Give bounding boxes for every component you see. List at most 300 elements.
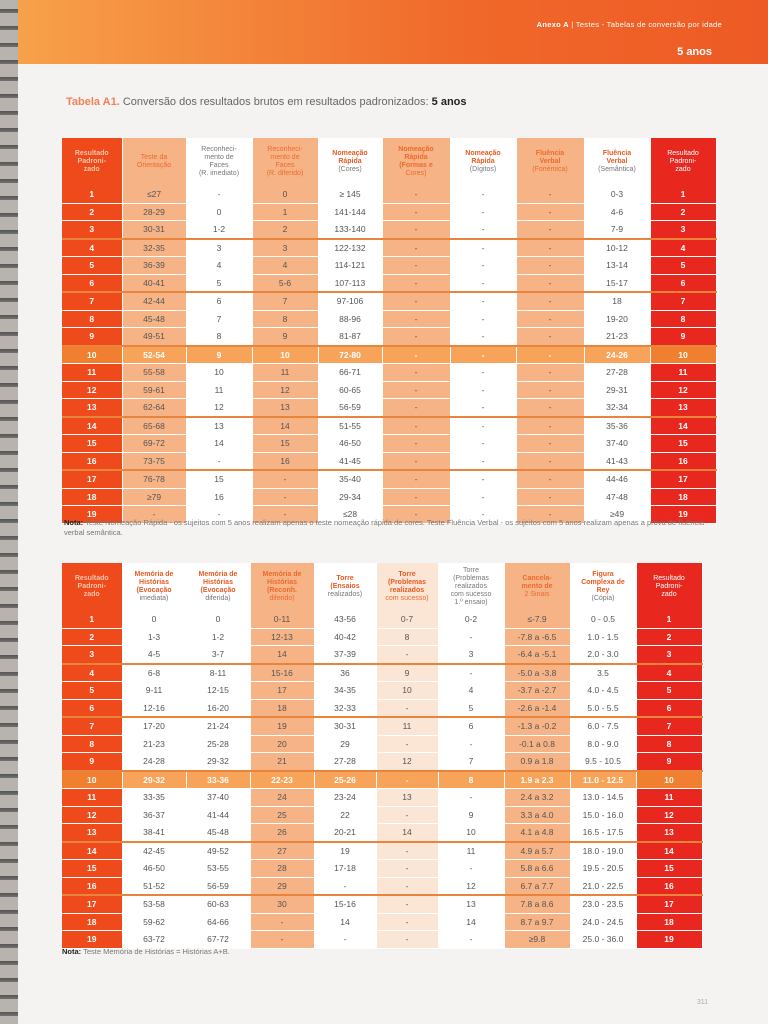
table1-header-5 <box>382 138 450 186</box>
table1-note-label: Nota: <box>64 518 84 527</box>
table-row <box>62 292 716 310</box>
table-cell: ≤28 <box>318 506 382 524</box>
table-row <box>62 274 716 292</box>
table-cell: 29-32 <box>122 771 186 789</box>
table-cell: 15 <box>186 470 252 488</box>
table-cell: 10 <box>376 682 438 700</box>
table-cell: 36-37 <box>122 806 186 824</box>
header-line: (Problemas <box>453 575 489 582</box>
table-row <box>62 628 702 646</box>
table-row <box>62 611 702 628</box>
table-cell: 17 <box>650 470 716 488</box>
header-line: Nomeação <box>398 146 434 153</box>
table-cell: -6.4 a -5.1 <box>504 646 570 664</box>
table-cell: - <box>186 452 252 470</box>
header-line: com sucesso <box>450 591 492 598</box>
table-cell: 18 <box>62 488 122 506</box>
table-cell: 49-52 <box>186 842 250 860</box>
table-row <box>62 860 702 878</box>
table-cell: 60-63 <box>186 895 250 913</box>
table-cell: 0-11 <box>250 611 314 628</box>
table-cell: 13 <box>186 417 252 435</box>
table-cell: 18 <box>62 913 122 931</box>
table-cell: 0 <box>186 611 250 628</box>
header-line: Teste da <box>140 154 168 161</box>
header-line: diferido) <box>269 595 295 602</box>
table-cell: 24.0 - 24.5 <box>570 913 636 931</box>
table-cell: 27 <box>250 842 314 860</box>
table-cell: 11 <box>186 381 252 399</box>
table-cell: 18 <box>650 488 716 506</box>
header-line: Verbal <box>539 158 561 165</box>
table-cell: 42-44 <box>122 292 186 310</box>
running-header <box>537 20 722 29</box>
table2-header-6 <box>438 563 504 611</box>
table-cell: 37-39 <box>314 646 376 664</box>
table-cell: - <box>450 381 516 399</box>
table-cell: - <box>376 913 438 931</box>
table-cell: 43-56 <box>314 611 376 628</box>
table-cell: - <box>450 452 516 470</box>
header-line: Histórias <box>267 579 297 586</box>
table-cell: 30-31 <box>122 221 186 239</box>
table-row <box>62 682 702 700</box>
table-cell: - <box>382 364 450 382</box>
table-cell: 8 <box>376 628 438 646</box>
table-cell: 4.9 a 5.7 <box>504 842 570 860</box>
table-cell: 0 - 0.5 <box>570 611 636 628</box>
table-cell: 53-55 <box>186 860 250 878</box>
table-cell: -5.0 a -3.8 <box>504 664 570 682</box>
header-line: mento de <box>204 154 234 161</box>
table-row <box>62 381 716 399</box>
table2-header-9 <box>636 563 702 611</box>
table-cell: 14 <box>314 913 376 931</box>
table-cell: 40-42 <box>314 628 376 646</box>
table-cell: 7-9 <box>584 221 650 239</box>
table-cell: 17 <box>62 470 122 488</box>
table-cell: 41-43 <box>584 452 650 470</box>
table-cell: -7.8 a -6.5 <box>504 628 570 646</box>
table-cell: 13 <box>252 399 318 417</box>
table-cell: 19 <box>650 506 716 524</box>
table-cell: 37-40 <box>186 789 250 807</box>
table-cell: 64-66 <box>186 913 250 931</box>
table-cell: - <box>516 346 584 364</box>
table-cell: - <box>376 931 438 949</box>
table-cell: 16-20 <box>186 699 250 717</box>
header-line: Nomeação <box>332 150 368 157</box>
table-cell: - <box>122 506 186 524</box>
table-cell: 55-58 <box>122 364 186 382</box>
table-cell: 66-71 <box>318 364 382 382</box>
table2-header-8 <box>570 563 636 611</box>
table-cell: - <box>382 506 450 524</box>
header-line: Cores) <box>405 170 427 177</box>
header-line: Complexa de <box>581 579 625 586</box>
table-cell: 7 <box>62 717 122 735</box>
table-cell: 17-18 <box>314 860 376 878</box>
table-cell: 10 <box>636 771 702 789</box>
header-line: (Evocação <box>136 587 172 594</box>
table-cell: 76-78 <box>122 470 186 488</box>
table-cell: - <box>382 488 450 506</box>
header-section: Anexo A <box>536 20 569 29</box>
table-cell: 33-36 <box>186 771 250 789</box>
table-cell: 2 <box>252 221 318 239</box>
table-row <box>62 931 702 949</box>
table-cell: - <box>382 328 450 346</box>
table-cell: 56-59 <box>318 399 382 417</box>
table-cell: 1.0 - 1.5 <box>570 628 636 646</box>
table-cell: 15 <box>62 435 122 453</box>
table-cell: - <box>516 292 584 310</box>
table-cell: 16 <box>636 877 702 895</box>
table-cell: 12 <box>650 381 716 399</box>
table-cell: - <box>516 328 584 346</box>
table-cell: 1-2 <box>186 628 250 646</box>
table-cell: 4 <box>636 664 702 682</box>
table-cell: 14 <box>636 842 702 860</box>
table-cell: ≥79 <box>122 488 186 506</box>
table-cell: 11 <box>636 789 702 807</box>
table-cell: 11.0 - 12.5 <box>570 771 636 789</box>
table-cell: 6 <box>186 292 252 310</box>
header-line: (Ensaios <box>330 583 360 590</box>
table-cell: 7 <box>438 753 504 771</box>
table-cell: - <box>382 310 450 328</box>
header-line: realizados) <box>327 591 363 598</box>
table-cell: 28-29 <box>122 203 186 221</box>
table-cell: 1-2 <box>186 221 252 239</box>
table-cell: 8 <box>438 771 504 789</box>
table-cell: 9 <box>62 753 122 771</box>
table-cell: 7.8 a 8.6 <box>504 895 570 913</box>
header-line: Resultado <box>653 575 685 582</box>
table1-note-text: Teste Nomeação Rápida - os sujeitos com 5 anos realizam apenas o teste nomeação rápida de cores. Teste Fluência Verbal - os sujeitos com 5 anos realizam apenas a prova de fluência verbal semântica. <box>64 518 705 537</box>
table-cell: - <box>516 239 584 257</box>
table-cell: 72-80 <box>318 346 382 364</box>
table-row <box>62 753 702 771</box>
table-cell: 14 <box>186 435 252 453</box>
table-cell: - <box>382 399 450 417</box>
table-cell: 12-15 <box>186 682 250 700</box>
table-row <box>62 895 702 913</box>
table-cell: - <box>382 470 450 488</box>
table-cell: 2 <box>62 203 122 221</box>
table-cell: 3 <box>186 239 252 257</box>
table-cell: 21 <box>250 753 314 771</box>
table-cell: - <box>376 646 438 664</box>
table-title-age: 5 anos <box>431 96 467 108</box>
header-line: Memória de <box>198 571 238 578</box>
table-cell: 133-140 <box>318 221 382 239</box>
table-row <box>62 364 716 382</box>
table-cell: 5-6 <box>252 274 318 292</box>
header-line: (Fonémica) <box>532 166 568 173</box>
table-cell: - <box>516 417 584 435</box>
table-title-label: Tabela A1. <box>66 96 120 108</box>
table-cell: 27-28 <box>584 364 650 382</box>
table-cell: 5 <box>186 274 252 292</box>
table-cell: -2.6 a -1.4 <box>504 699 570 717</box>
table-cell: 9 <box>650 328 716 346</box>
table-cell: ≥ 145 <box>318 186 382 203</box>
table-row <box>62 239 716 257</box>
table-cell: 3 <box>650 221 716 239</box>
table1-header-0 <box>62 138 122 186</box>
table-cell: 35-36 <box>584 417 650 435</box>
table-cell: - <box>516 399 584 417</box>
table-cell: 8.0 - 9.0 <box>570 735 636 753</box>
header-line: Resultado <box>667 150 699 157</box>
table-cell: 40-41 <box>122 274 186 292</box>
header-line: Memória de <box>134 571 174 578</box>
table-cell: 1.9 a 2.3 <box>504 771 570 789</box>
table-cell: 59-61 <box>122 381 186 399</box>
table-row <box>62 328 716 346</box>
table-cell: 19 <box>636 931 702 949</box>
table-cell: 2 <box>62 628 122 646</box>
header-line: Fluência <box>535 150 565 157</box>
table-row <box>62 646 702 664</box>
table-cell: 8 <box>636 735 702 753</box>
table-cell: - <box>450 274 516 292</box>
table-cell: 14 <box>650 417 716 435</box>
table-cell: 15-16 <box>250 664 314 682</box>
table-cell: 29 <box>250 877 314 895</box>
table-cell: 97-106 <box>318 292 382 310</box>
table-cell: 141-144 <box>318 203 382 221</box>
table-cell: 6 <box>62 699 122 717</box>
table-cell: 5.0 - 5.5 <box>570 699 636 717</box>
table-cell: - <box>186 506 252 524</box>
table-cell: 51-55 <box>318 417 382 435</box>
table-cell: 9 <box>252 328 318 346</box>
table-cell: 8.7 a 9.7 <box>504 913 570 931</box>
table-cell: 28 <box>250 860 314 878</box>
table-cell: - <box>250 913 314 931</box>
table-row <box>62 877 702 895</box>
header-subtitle: Testes - Tabelas de conversão por idade <box>575 20 722 29</box>
header-line: Figura <box>592 571 614 578</box>
table-cell: 59-62 <box>122 913 186 931</box>
header-line: Histórias <box>203 579 233 586</box>
table-cell: 11 <box>650 364 716 382</box>
table-cell: ≥49 <box>584 506 650 524</box>
table-cell: - <box>450 399 516 417</box>
table-row <box>62 310 716 328</box>
header-line: imediata) <box>139 595 169 602</box>
table2-note-text: Teste Memória de Histórias = Histórias A+B. <box>83 947 230 956</box>
table-cell: 10 <box>62 771 122 789</box>
table-cell: 3 <box>252 239 318 257</box>
table-cell: 45-48 <box>122 310 186 328</box>
table-cell: 32-34 <box>584 399 650 417</box>
table-row <box>62 789 702 807</box>
table-cell: 30 <box>250 895 314 913</box>
table-cell: 5 <box>62 257 122 275</box>
table-cell: 21-24 <box>186 717 250 735</box>
header-line: Faces <box>209 162 229 169</box>
table-cell: - <box>438 735 504 753</box>
table-cell: - <box>516 257 584 275</box>
table-cell: 19 <box>314 842 376 860</box>
table-cell: - <box>450 292 516 310</box>
table-cell: 19.5 - 20.5 <box>570 860 636 878</box>
table-cell: - <box>450 221 516 239</box>
table-cell: 6 <box>438 717 504 735</box>
table-cell: 10-12 <box>584 239 650 257</box>
table-cell: 25.0 - 36.0 <box>570 931 636 949</box>
table-cell: 36-39 <box>122 257 186 275</box>
header-line: Nomeação <box>465 150 501 157</box>
table-cell: - <box>382 203 450 221</box>
table-cell: 21-23 <box>122 735 186 753</box>
table2-header-0 <box>62 563 122 611</box>
table-cell: - <box>382 435 450 453</box>
table-cell: 19-20 <box>584 310 650 328</box>
table-row <box>62 452 716 470</box>
table-cell: 21-23 <box>584 328 650 346</box>
table-cell: - <box>382 186 450 203</box>
table1-header-1 <box>122 138 186 186</box>
header-line: Fluência <box>602 150 632 157</box>
table-cell: 7 <box>186 310 252 328</box>
table1-header-2 <box>186 138 252 186</box>
header-line: Reconheci- <box>201 146 237 153</box>
table-cell: - <box>186 186 252 203</box>
table-cell: 4 <box>438 682 504 700</box>
table2-header-3 <box>250 563 314 611</box>
table-cell: 24-28 <box>122 753 186 771</box>
table-cell: - <box>450 488 516 506</box>
table-title <box>66 96 467 108</box>
table-row <box>62 186 716 203</box>
table-cell: 4-6 <box>584 203 650 221</box>
table-row <box>62 257 716 275</box>
table-cell: 29 <box>314 735 376 753</box>
table-cell: 12 <box>252 381 318 399</box>
table-cell: - <box>516 274 584 292</box>
header-line: zado <box>83 591 100 598</box>
table-cell: 5 <box>636 682 702 700</box>
table-cell: - <box>516 506 584 524</box>
table-cell: - <box>450 364 516 382</box>
table-cell: 9 <box>376 664 438 682</box>
header-line: Resultado <box>74 150 109 157</box>
table-cell: - <box>438 860 504 878</box>
table-cell: 3 <box>62 646 122 664</box>
table-cell: 8 <box>62 735 122 753</box>
header-line: (Reconh. <box>267 587 297 594</box>
table-row <box>62 806 702 824</box>
table-cell: 8 <box>62 310 122 328</box>
table-cell: 4 <box>186 257 252 275</box>
table-cell: 0 <box>252 186 318 203</box>
table-cell: ≥9.8 <box>504 931 570 949</box>
table-cell: 12 <box>636 806 702 824</box>
table-cell: - <box>250 931 314 949</box>
table-cell: 13 <box>438 895 504 913</box>
table-cell: 13.0 - 14.5 <box>570 789 636 807</box>
table-row <box>62 842 702 860</box>
table-cell: 25-26 <box>314 771 376 789</box>
table-cell: 1 <box>252 203 318 221</box>
table-cell: 11 <box>252 364 318 382</box>
table2-header-4 <box>314 563 376 611</box>
table1-header-8 <box>584 138 650 186</box>
table-cell: 2.0 - 3.0 <box>570 646 636 664</box>
header-line: Torre <box>398 571 416 578</box>
table-cell: 29-31 <box>584 381 650 399</box>
table-cell: 23-24 <box>314 789 376 807</box>
header-line: (R. imediato) <box>198 170 240 177</box>
table-cell: 6.7 a 7.7 <box>504 877 570 895</box>
table-cell: 14 <box>376 824 438 842</box>
table-cell: 1 <box>62 611 122 628</box>
table-cell: 46-50 <box>318 435 382 453</box>
table-cell: 2 <box>650 203 716 221</box>
table2-note <box>62 947 702 957</box>
table-cell: 9 <box>186 346 252 364</box>
table-cell: 9 <box>636 753 702 771</box>
table-cell: 3-7 <box>186 646 250 664</box>
table-cell: 0-7 <box>376 611 438 628</box>
table-cell: 14 <box>252 417 318 435</box>
table-cell: -3.7 a -2.7 <box>504 682 570 700</box>
table-cell: 41-44 <box>186 806 250 824</box>
table-cell: - <box>516 203 584 221</box>
header-line: (Dígitos) <box>469 166 497 173</box>
table-cell: 1-3 <box>122 628 186 646</box>
table-cell: - <box>450 310 516 328</box>
table-cell: 3.3 a 4.0 <box>504 806 570 824</box>
table-cell: - <box>314 931 376 949</box>
table-cell: 14 <box>250 646 314 664</box>
table-cell: 9-11 <box>122 682 186 700</box>
table1-header-6 <box>450 138 516 186</box>
table-cell: 0-2 <box>438 611 504 628</box>
table-cell: 12 <box>186 399 252 417</box>
header-line: Padroni- <box>77 158 106 165</box>
table-row <box>62 399 716 417</box>
table-cell: 15-17 <box>584 274 650 292</box>
table-row <box>62 203 716 221</box>
table-cell: 0 <box>122 611 186 628</box>
table-cell: 6 <box>62 274 122 292</box>
table-cell: - <box>516 381 584 399</box>
table-cell: 21.0 - 22.5 <box>570 877 636 895</box>
table-cell: 38-41 <box>122 824 186 842</box>
table-cell: 107-113 <box>318 274 382 292</box>
table-cell: 4 <box>62 239 122 257</box>
table-cell: 12 <box>62 381 122 399</box>
table-cell: 7 <box>62 292 122 310</box>
table-cell: 4.1 a 4.8 <box>504 824 570 842</box>
table-cell: - <box>382 452 450 470</box>
table-cell: - <box>450 435 516 453</box>
table-cell: 8-11 <box>186 664 250 682</box>
table-cell: 6 <box>650 274 716 292</box>
header-line: (Semântica) <box>598 166 636 173</box>
table-cell: - <box>438 931 504 949</box>
header-line: realizados <box>389 587 425 594</box>
table-cell: 1 <box>650 186 716 203</box>
table-cell: - <box>516 488 584 506</box>
table-cell: 27-28 <box>314 753 376 771</box>
table-cell: - <box>376 860 438 878</box>
